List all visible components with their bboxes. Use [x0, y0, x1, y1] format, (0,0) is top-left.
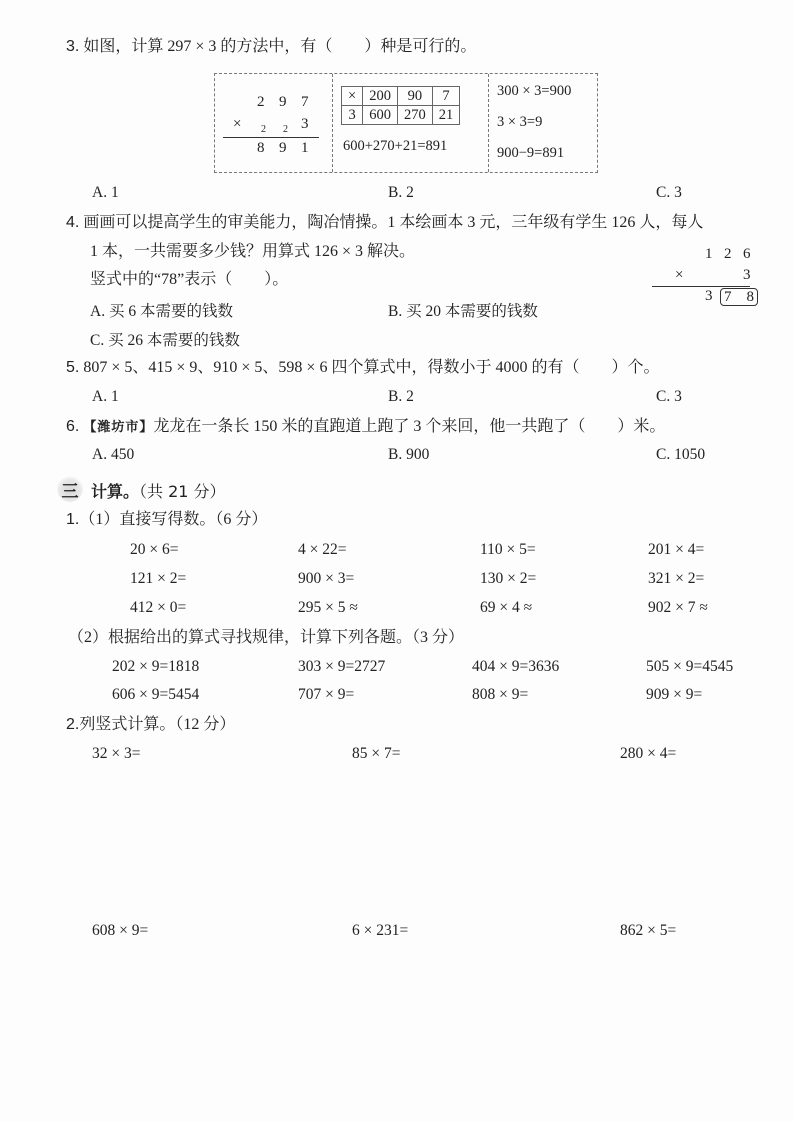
digit: 9	[279, 94, 287, 110]
method-vertical-multiplication	[215, 74, 333, 172]
q3-option-b[interactable]: B. 2	[388, 184, 414, 201]
calc-item: 404 × 9=3636	[472, 658, 560, 675]
question-5	[66, 358, 659, 378]
q5-option-c[interactable]: C. 3	[656, 388, 682, 405]
question-number: 4.	[66, 214, 80, 231]
question-text: 807 × 5、415 × 9、910 × 5、598 × 6 四个算式中，得数小于 4000 的有（ ）个。	[83, 359, 660, 376]
grid-cell: 600	[363, 106, 398, 125]
question-number: 5.	[66, 359, 80, 376]
calc-item: 505 × 9=4545	[646, 658, 734, 675]
sub-question-title: （1）直接写得数。（6 分）	[79, 511, 268, 528]
grid-cell: ×	[342, 87, 363, 106]
calc-item: 201 × 4=	[648, 541, 705, 558]
q4-option-b[interactable]: B. 买 20 本需要的钱数	[388, 303, 538, 320]
q3-option-a[interactable]: A. 1	[92, 184, 119, 201]
grid-cell: 3	[342, 106, 363, 125]
calc-item: 412 × 0=	[130, 599, 187, 616]
multiplication-grid	[341, 86, 460, 125]
section-score: （共 21 分）	[139, 482, 226, 501]
calc-item: 121 × 2=	[130, 570, 187, 587]
question-number: 6.	[66, 418, 80, 435]
calc-line: 900−9=891	[497, 145, 565, 161]
section-number: 三	[61, 481, 79, 502]
vertical-calc-item: 6 × 231=	[352, 922, 409, 939]
carry-digit: 2	[283, 124, 288, 135]
grid-cell: 21	[432, 106, 460, 125]
calc-item: 130 × 2=	[480, 570, 537, 587]
digit: 7	[301, 94, 309, 110]
calc-item: 295 × 5 ≈	[298, 599, 358, 616]
method-grid-table	[333, 74, 489, 172]
calc-item: 909 × 9=	[646, 686, 703, 703]
result-line	[652, 286, 750, 287]
question-text: 如图，计算 297 × 3 的方法中，有（ ）种是可行的。	[83, 38, 477, 55]
calc-item: 20 × 6=	[130, 541, 179, 558]
digit: 3	[705, 288, 713, 304]
calc-item: 900 × 3=	[298, 570, 355, 587]
grid-cell: 7	[432, 87, 460, 106]
multiply-sign: ×	[233, 116, 242, 132]
digit: 2	[257, 94, 265, 110]
calc-item: 303 × 9=2727	[298, 658, 386, 675]
sub-question-title: 列竖式计算。（12 分）	[79, 716, 236, 733]
digit: 3	[743, 267, 751, 283]
digit: 3	[301, 116, 309, 132]
calc-item: 808 × 9=	[472, 686, 529, 703]
vertical-calc-item: 85 × 7=	[352, 745, 401, 762]
vertical-calc-item: 608 × 9=	[92, 922, 149, 939]
section-heading	[91, 479, 226, 502]
question-3	[66, 37, 476, 57]
question-number: 1.	[66, 511, 80, 528]
q4-vertical-calculation	[650, 246, 755, 310]
boxed-digits-78: 7 8	[720, 288, 758, 306]
q6-option-a[interactable]: A. 450	[92, 446, 135, 463]
part-1-heading	[66, 510, 267, 530]
question-number: 3.	[66, 38, 80, 55]
vertical-calc-item: 280 × 4=	[620, 745, 677, 762]
calc-item: 202 × 9=1818	[112, 658, 200, 675]
question-text-line1: 画画可以提高学生的审美能力，陶冶情操。1 本绘画本 3 元，三年级有学生 126 人，每人	[83, 214, 704, 231]
multiply-sign: ×	[675, 267, 684, 283]
q5-option-b[interactable]: B. 2	[388, 388, 414, 405]
question-number: 2.	[66, 716, 80, 733]
calc-item: 110 × 5=	[480, 541, 536, 558]
grid-cell: 200	[363, 87, 398, 106]
question-4	[66, 213, 703, 233]
q3-figure-box	[214, 73, 598, 173]
question-text: 龙龙在一条长 150 米的直跑道上跑了 3 个来回，他一共跑了（ ）米。	[153, 418, 666, 435]
grid-sum: 600+270+21=891	[343, 138, 448, 154]
calc-item: 606 × 9=5454	[112, 686, 200, 703]
calc-item: 4 × 22=	[298, 541, 347, 558]
grid-cell: 270	[397, 106, 432, 125]
q3-option-c[interactable]: C. 3	[656, 184, 682, 201]
digit: 6	[743, 246, 751, 262]
section-number-badge	[57, 476, 83, 502]
q5-option-a[interactable]: A. 1	[92, 388, 119, 405]
result-line	[223, 137, 319, 138]
section-title: 计算。	[91, 482, 140, 501]
calc-line: 300 × 3=900	[497, 83, 572, 99]
digit: 2	[724, 246, 732, 262]
q6-option-c[interactable]: C. 1050	[656, 446, 706, 463]
carry-digit: 2	[261, 124, 266, 135]
question-text-line3: 竖式中的“78”表示（ ）。	[90, 271, 289, 288]
question-text-line2: 1 本，一共需要多少钱？用算式 126 × 3 解决。	[90, 243, 416, 260]
q4-option-a[interactable]: A. 买 6 本需要的钱数	[90, 303, 233, 320]
calc-item: 902 × 7 ≈	[648, 599, 708, 616]
q6-option-b[interactable]: B. 900	[388, 446, 430, 463]
digit: 1	[301, 140, 309, 156]
calc-item: 707 × 9=	[298, 686, 355, 703]
region-tag: 【潍坊市】	[83, 419, 154, 434]
digit: 1	[705, 246, 713, 262]
grid-cell: 90	[397, 87, 432, 106]
digit: 8	[257, 140, 265, 156]
vertical-calc-item: 862 × 5=	[620, 922, 677, 939]
calc-item: 321 × 2=	[648, 570, 705, 587]
calc-item: 69 × 4 ≈	[480, 599, 533, 616]
method-estimate-subtract	[489, 74, 597, 172]
part-2-heading	[66, 715, 235, 735]
calc-line: 3 × 3=9	[497, 114, 543, 130]
sub-question-title: （2）根据给出的算式寻找规律，计算下列各题。（3 分）	[68, 629, 465, 646]
digit: 9	[279, 140, 287, 156]
vertical-calc-item: 32 × 3=	[92, 745, 141, 762]
q4-option-c[interactable]: C. 买 26 本需要的钱数	[90, 332, 240, 349]
question-6	[66, 417, 665, 437]
